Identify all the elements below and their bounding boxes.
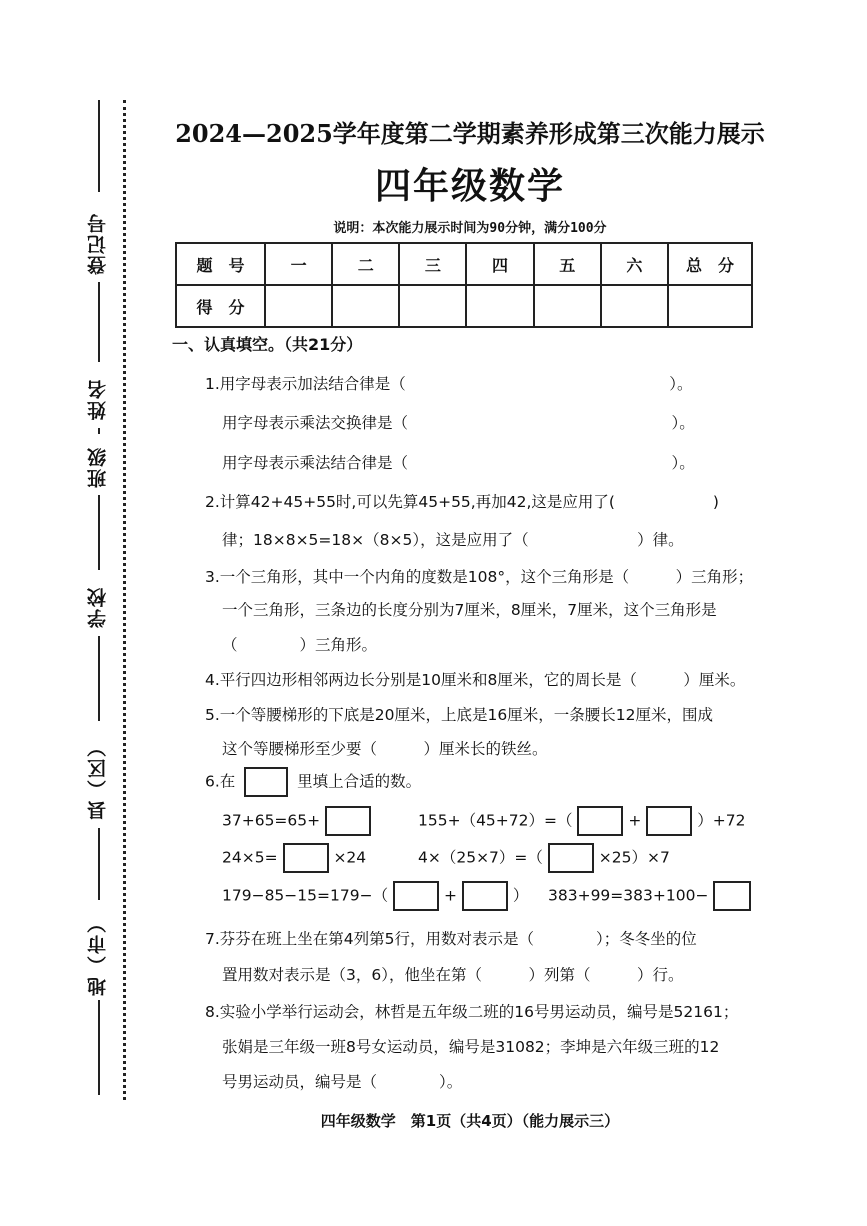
equation-text: + bbox=[628, 811, 642, 830]
answer-box[interactable] bbox=[283, 843, 329, 873]
school-line bbox=[98, 495, 100, 570]
equation-text: + bbox=[443, 886, 457, 905]
answer-box[interactable] bbox=[325, 806, 371, 836]
score-header-row bbox=[176, 243, 752, 285]
equation-text: 179−85−15=179−（ bbox=[222, 886, 389, 905]
register-no-label: 登记号 bbox=[87, 212, 109, 275]
question-2a: 2.计算42+45+55时,可以先算45+55,再加42,这是应用了( ) bbox=[205, 493, 719, 511]
exam-note: 说明：本次能力展示时间为90分钟，满分100分 bbox=[333, 221, 607, 236]
score-input-cell[interactable] bbox=[668, 285, 752, 327]
question-2b: 律；18×8×5=18×（8×5），这是应用了（ ）律。 bbox=[222, 531, 684, 549]
exam-title: 2024—2025学年度第二学期素养形成第三次能力展示 bbox=[175, 119, 765, 148]
question-6-row1-right bbox=[418, 806, 745, 836]
city-line bbox=[98, 828, 100, 900]
score-input-cell[interactable] bbox=[534, 285, 601, 327]
class-label: 班级 bbox=[87, 446, 109, 488]
score-cell: 题 号 bbox=[176, 243, 265, 285]
question-5a: 5.一个等腰梯形的下底是20厘米，上底是16厘米，一条腰长12厘米，围成 bbox=[205, 706, 713, 724]
score-input-cell[interactable] bbox=[265, 285, 332, 327]
score-cell: 四 bbox=[466, 243, 533, 285]
equation-text: 37+65=65+ bbox=[222, 811, 321, 830]
equation-text: 383+99=383+100− bbox=[548, 886, 709, 905]
equation-text: ） bbox=[512, 886, 529, 905]
section-heading: 一、认真填空。（共21分） bbox=[172, 335, 363, 354]
question-3b: 一个三角形，三条边的长度分别为7厘米，8厘米，7厘米，这个三角形是 bbox=[222, 601, 717, 619]
score-cell: 总 分 bbox=[668, 243, 752, 285]
question-1c: 用字母表示乘法结合律是（ ）。 bbox=[222, 454, 695, 472]
question-6-prefix: 6.在 bbox=[205, 772, 236, 791]
score-row-label: 得 分 bbox=[176, 285, 265, 327]
question-7a: 7.芬芬在班上坐在第4列第5行，用数对表示是（ ）；冬冬坐的位 bbox=[205, 930, 697, 948]
question-4: 4.平行四边形相邻两边长分别是10厘米和8厘米，它的周长是（ ）厘米。 bbox=[205, 671, 746, 689]
answer-box[interactable] bbox=[462, 881, 508, 911]
question-8b: 张娟是三年级一班8号女运动员，编号是31082；李坤是六年级三班的12 bbox=[222, 1038, 720, 1056]
answer-box[interactable] bbox=[646, 806, 692, 836]
equation-text: 4×（25×7）=（ bbox=[418, 848, 543, 867]
binding-dotted-line bbox=[123, 100, 126, 1100]
question-5b: 这个等腰梯形至少要（ ）厘米长的铁丝。 bbox=[222, 740, 548, 758]
equation-text: 155+（45+72）=（ bbox=[418, 811, 573, 830]
answer-box[interactable] bbox=[548, 843, 594, 873]
question-6-row2-right bbox=[418, 843, 670, 873]
city-label: 地（市） bbox=[87, 912, 109, 996]
score-value-row bbox=[176, 285, 752, 327]
question-1b: 用字母表示乘法交换律是（ ）。 bbox=[222, 414, 695, 432]
question-6-row1-left bbox=[222, 806, 371, 836]
score-cell: 二 bbox=[332, 243, 399, 285]
answer-box[interactable] bbox=[713, 881, 751, 911]
question-6-instruction bbox=[205, 767, 421, 797]
question-8a: 8.实验小学举行运动会，林哲是五年级二班的16号男运动员，编号是52161； bbox=[205, 1003, 739, 1021]
score-input-cell[interactable] bbox=[601, 285, 668, 327]
score-cell: 五 bbox=[534, 243, 601, 285]
register-no-line bbox=[98, 100, 100, 192]
equation-text: 24×5= bbox=[222, 848, 278, 867]
school-label: 学校 bbox=[87, 586, 109, 628]
score-input-cell[interactable] bbox=[466, 285, 533, 327]
answer-box-sample bbox=[244, 767, 288, 797]
equation-text: ×24 bbox=[333, 848, 367, 867]
score-input-cell[interactable] bbox=[332, 285, 399, 327]
city-line-bottom bbox=[98, 1000, 100, 1095]
name-line bbox=[98, 282, 100, 362]
question-6-row3-right bbox=[548, 881, 751, 911]
question-3a: 3.一个三角形，其中一个内角的度数是108°，这个三角形是（ ）三角形； bbox=[205, 568, 754, 586]
question-1a: 1.用字母表示加法结合律是（ ）。 bbox=[205, 375, 693, 393]
score-cell: 六 bbox=[601, 243, 668, 285]
class-line-top bbox=[98, 428, 100, 434]
score-input-cell[interactable] bbox=[399, 285, 466, 327]
page-footer: 四年级数学 第1页（共4页）（能力展示三） bbox=[320, 1112, 620, 1130]
answer-box[interactable] bbox=[577, 806, 623, 836]
score-cell: 一 bbox=[265, 243, 332, 285]
question-6-suffix: 里填上合适的数。 bbox=[297, 772, 422, 791]
name-label: 姓名 bbox=[87, 378, 109, 420]
score-cell: 三 bbox=[399, 243, 466, 285]
question-6-row3-left bbox=[222, 881, 528, 911]
equation-text: ）+72 bbox=[697, 811, 746, 830]
answer-box[interactable] bbox=[393, 881, 439, 911]
county-label: 县（区） bbox=[87, 736, 109, 820]
score-table bbox=[175, 242, 753, 328]
question-6-row2-left bbox=[222, 843, 366, 873]
equation-text: ×25）×7 bbox=[598, 848, 670, 867]
question-8c: 号男运动员，编号是（ ）。 bbox=[222, 1073, 463, 1091]
question-7b: 置用数对表示是（3，6），他坐在第（ ）列第（ ）行。 bbox=[222, 966, 684, 984]
subject-title: 四年级数学 bbox=[374, 166, 565, 207]
question-3c: （ ）三角形。 bbox=[222, 636, 378, 654]
county-line bbox=[98, 636, 100, 721]
